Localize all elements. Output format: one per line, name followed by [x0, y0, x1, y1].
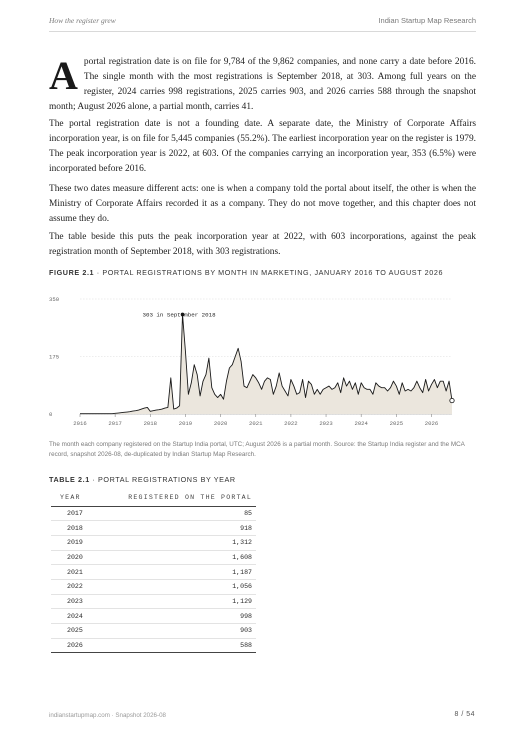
table-title [49, 475, 236, 484]
section-title: How the register grew [49, 16, 116, 25]
count-cell: 1,312 [92, 535, 256, 550]
table-row [51, 506, 256, 521]
year-cell: 2022 [51, 579, 92, 594]
count-cell: 998 [92, 609, 256, 624]
footer-source: indianstartupmap.com · Snapshot 2026-08 [49, 712, 166, 719]
count-cell: 903 [92, 624, 256, 639]
year-cell: 2026 [51, 638, 92, 653]
registrations-chart [49, 290, 476, 430]
year-cell: 2017 [51, 506, 92, 521]
figure-label: FIGURE 2.1 [49, 268, 95, 277]
registrations-table [51, 489, 256, 653]
table-header-row [51, 489, 256, 506]
count-cell: 1,608 [92, 550, 256, 565]
column-header-year: YEAR [51, 489, 92, 506]
table-row [51, 521, 256, 536]
x-tick-label: 2019 [178, 420, 193, 427]
year-cell: 2019 [51, 535, 92, 550]
count-cell: 1,187 [92, 565, 256, 580]
column-header-registered: REGISTERED ON THE PORTAL [92, 489, 256, 506]
x-tick-label: 2016 [73, 420, 87, 427]
paragraph-1 [49, 55, 476, 115]
table-row [51, 579, 256, 594]
year-cell: 2025 [51, 624, 92, 639]
year-cell: 2023 [51, 594, 92, 609]
table-label: TABLE 2.1 [49, 475, 90, 484]
table-row [51, 550, 256, 565]
paragraph-3: These two dates measure different acts: one is when a company told the portal about itself, the other is when the Ministry of Corporate Affairs recorded it as a company. They do not move together, and this chapter does not assume they do. [49, 184, 476, 224]
figure-title-text: · PORTAL REGISTRATIONS BY MONTH IN MARKETING, JANUARY 2016 TO AUGUST 2026 [94, 268, 444, 277]
last-point [450, 398, 454, 402]
y-tick-label: 0 [49, 411, 53, 418]
count-cell: 588 [92, 638, 256, 653]
year-cell: 2018 [51, 521, 92, 536]
count-cell: 85 [92, 506, 256, 521]
year-cell: 2020 [51, 550, 92, 565]
figure-title [49, 268, 443, 277]
year-cell: 2021 [51, 565, 92, 580]
table-row [51, 638, 256, 653]
table-row [51, 565, 256, 580]
table-title-text: · PORTAL REGISTRATIONS BY YEAR [89, 475, 236, 484]
table-row [51, 624, 256, 639]
drop-cap: A [49, 53, 78, 98]
year-cell: 2024 [51, 609, 92, 624]
x-tick-label: 2023 [319, 420, 333, 427]
x-tick-label: 2022 [284, 420, 298, 427]
paragraph-1-text: portal registration date is on file for 9,784 of the 9,862 companies, and none carry a date before 2016. The single month with the most registrations is September 2018, at 303. Among full years on the register, 2024 carries 998 registrations, 2025 carries 903, and 2026 carries 588 through the snapshot month; August 2026 alone, a partial month, carries 41. [49, 57, 476, 112]
page-number: 8 / 54 [454, 711, 475, 718]
paragraph-2: The portal registration date is not a founding date. A separate date, the Ministry of Corporate Affairs incorporation year, is on file for 5,445 companies (55.2%). The earliest incorporation year on the register is 1979. The peak incorporation year is 2022, at 603. Of the companies carrying an incorporation year, 353 (6.5%) were incorporated before 2016. [49, 119, 476, 174]
x-tick-label: 2024 [354, 420, 368, 427]
y-axis [49, 296, 60, 418]
table-row [51, 609, 256, 624]
header-rule [49, 31, 476, 32]
x-tick-label: 2021 [249, 420, 263, 427]
x-tick-label: 2020 [213, 420, 228, 427]
x-tick-label: 2025 [389, 420, 404, 427]
peak-annotation: 303 in September 2018 [142, 311, 216, 319]
figure-caption: The month each company registered on the Startup India portal, UTC; August 2026 is a partial month. Source: the Startup India register and the MCA record, snapshot 2026-08, de-duplicated by Indian Startup Map Research. [49, 441, 465, 458]
y-tick-label: 175 [49, 353, 60, 361]
count-cell: 1,129 [92, 594, 256, 609]
x-tick-label: 2026 [424, 420, 439, 427]
y-tick-label: 350 [49, 296, 60, 303]
paragraph-4: The table beside this puts the peak incorporation year at 2022, with 603 incorporations, against the peak registration month of September 2018, with 303 registrations. [49, 232, 476, 257]
x-tick-label: 2017 [108, 420, 122, 427]
publication-name: Indian Startup Map Research [378, 16, 476, 25]
count-cell: 1,056 [92, 579, 256, 594]
table-row [51, 594, 256, 609]
table-row [51, 535, 256, 550]
count-cell: 918 [92, 521, 256, 536]
registrations-area [80, 314, 452, 414]
x-axis [73, 414, 452, 427]
running-head [49, 14, 476, 28]
x-tick-label: 2018 [143, 420, 158, 427]
